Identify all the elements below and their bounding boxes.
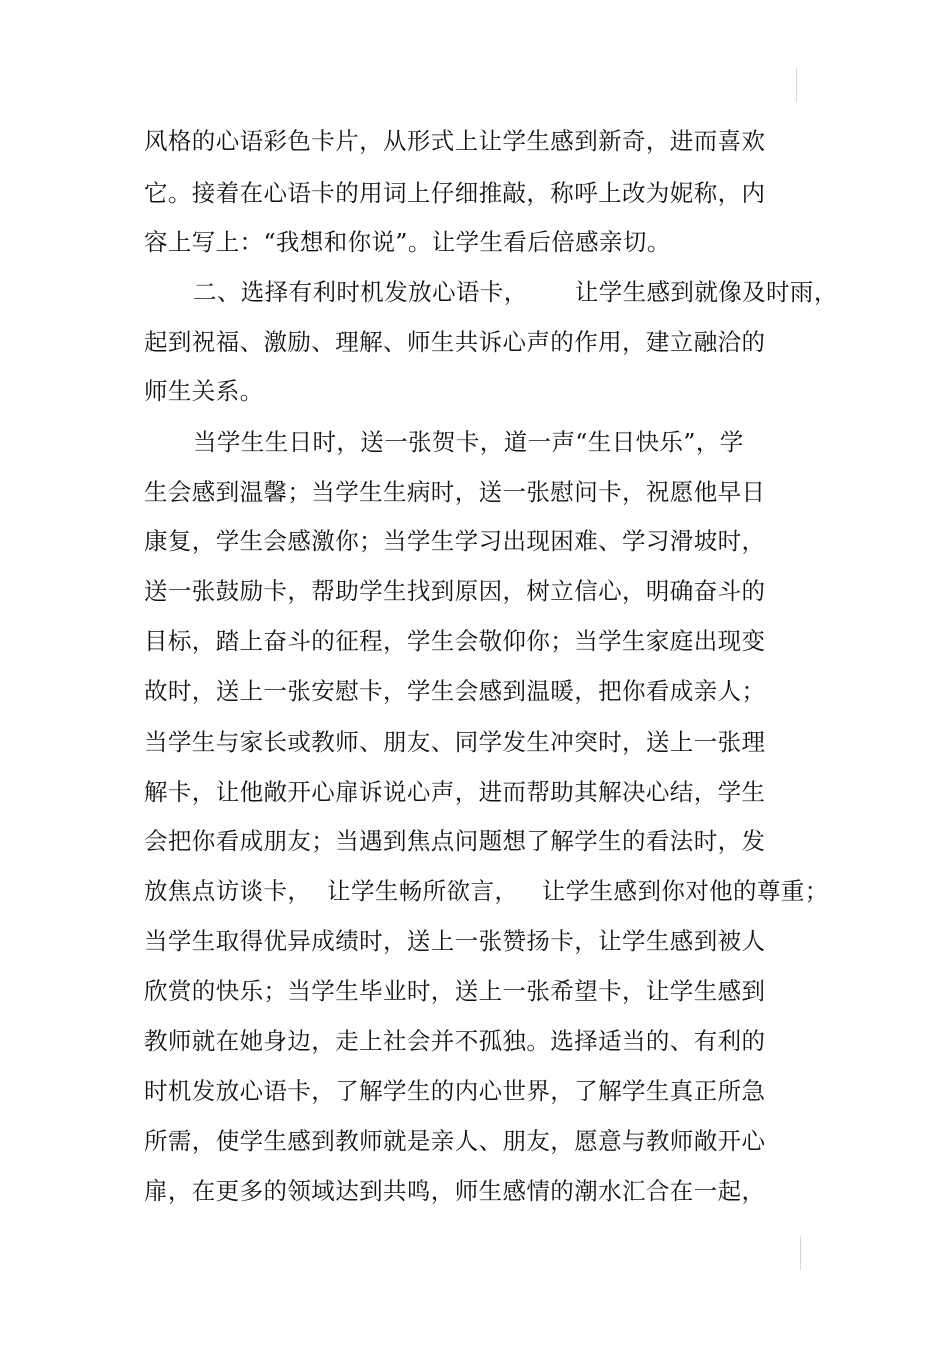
text-line: 二、选择有利时机发放心语卡， 让学生感到就像及时雨，: [193, 278, 838, 306]
text-line: 生会感到温馨；当学生生病时，送一张慰问卡，祝愿他早日: [144, 478, 766, 506]
text-line: 它。接着在心语卡的用词上仔细推敲，称呼上改为妮称，内: [144, 179, 766, 207]
text-line: 会把你看成朋友；当遇到焦点问题想了解学生的看法时，发: [144, 827, 766, 855]
text-line: 故时，送上一张安慰卡，学生会感到温暖，把你看成亲人；: [144, 677, 766, 705]
text-line: 扉，在更多的领域达到共鸣，师生感情的潮水汇合在一起，: [144, 1177, 766, 1205]
text-line: 解卡，让他敞开心扉诉说心声，进而帮助其解决心结，学生: [144, 778, 766, 806]
text-line: 起到祝福、激励、理解、师生共诉心声的作用，建立融洽的: [144, 328, 766, 356]
text-line: 当学生取得优异成绩时，送上一张赞扬卡，让学生感到被人: [144, 927, 766, 955]
text-line: 时机发放心语卡，了解学生的内心世界，了解学生真正所急: [144, 1077, 766, 1105]
text-line: 目标，踏上奋斗的征程，学生会敬仰你；当学生家庭出现变: [144, 627, 766, 655]
text-line: 师生关系。: [144, 377, 264, 405]
text-line: 风格的心语彩色卡片，从形式上让学生感到新奇，进而喜欢: [144, 127, 766, 155]
text-line: 康复，学生会感激你；当学生学习出现困难、学习滑坡时，: [144, 527, 766, 555]
text-line: 送一张鼓励卡，帮助学生找到原因，树立信心，明确奋斗的: [144, 577, 766, 605]
text-line: 放焦点访谈卡， 让学生畅所欲言， 让学生感到你对他的尊重；: [144, 877, 829, 905]
text-line: 欣赏的快乐；当学生毕业时，送上一张希望卡，让学生感到: [144, 977, 766, 1005]
text-line: 当学生与家长或教师、朋友、同学发生冲突时，送上一张理: [144, 728, 766, 756]
text-line: 当学生生日时，送一张贺卡，道一声“生日快乐”，学: [193, 428, 744, 456]
text-line: 所需，使学生感到教师就是亲人、朋友，愿意与教师敞开心: [144, 1127, 766, 1155]
text-line: 教师就在她身边，走上社会并不孤独。选择适当的、有利的: [144, 1027, 766, 1055]
text-line: 容上写上：“我想和你说”。让学生看后倍感亲切。: [144, 228, 671, 256]
